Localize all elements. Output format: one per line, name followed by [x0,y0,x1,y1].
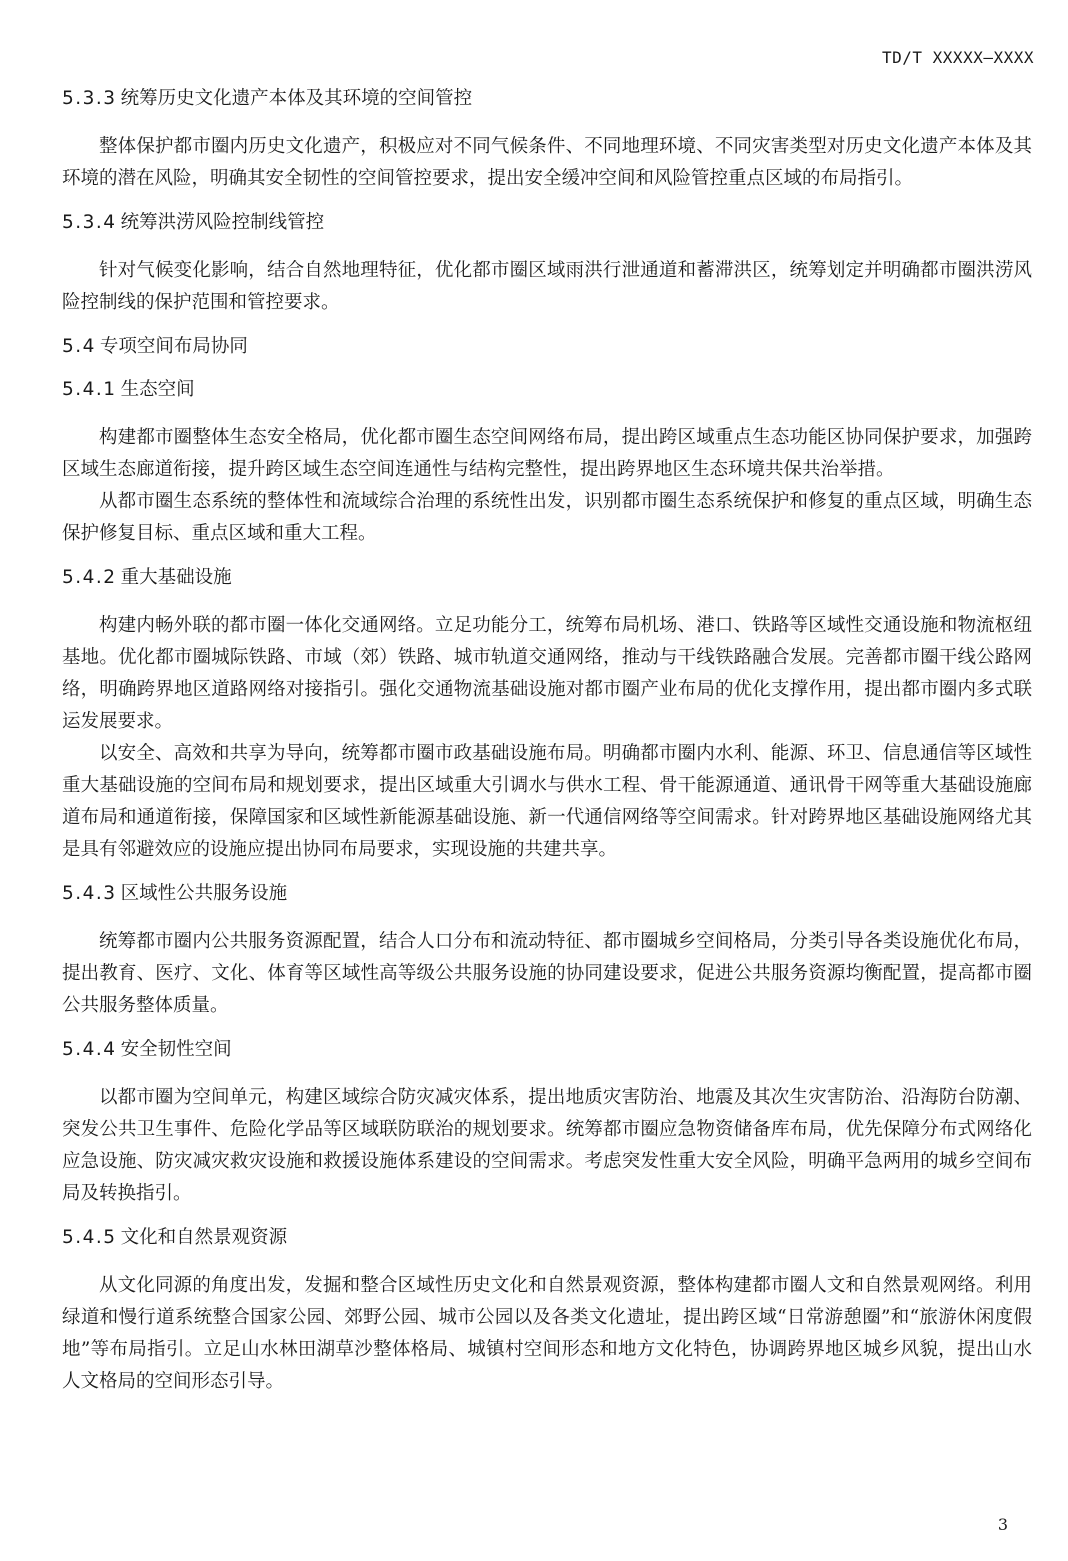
paragraph: 以安全、高效和共享为导向，统筹都市圈市政基础设施布局。明确都市圈内水利、能源、环卫、信息通信等区域性重大基础设施的空间布局和规划要求，提出区域重大引调水与供水工程、骨干能源通道、通讯骨干网等重大基础设施廊道布局和通道衔接，保障国家和区域性新能源基础设施、新一代通信网络等空间需求。针对跨界地区基础设施网络尤其是具有邻避效应的设施应提出协同布局要求，实现设施的共建共享。 [62,743,1032,860]
section-heading: 5.4 专项空间布局协同 [62,336,248,357]
section-heading: 5.4.3 区域性公共服务设施 [62,883,288,904]
paragraph: 统筹都市圈内公共服务资源配置，结合人口分布和流动特征、都市圈城乡空间格局，分类引导各类设施优化布局，提出教育、医疗、文化、体育等区域性高等级公共服务设施的协同建设要求，促进公共服务资源均衡配置，提高都市圈公共服务整体质量。 [62,931,1032,1016]
page-number: 3 [997,1515,1008,1534]
paragraph: 构建内畅外联的都市圈一体化交通网络。立足功能分工，统筹布局机场、港口、铁路等区域性交通设施和物流枢纽基地。优化都市圈城际铁路、市域（郊）铁路、城市轨道交通网络，推动与干线铁路融合发展。完善都市圈干线公路网络，明确跨界地区道路网络对接指引。强化交通物流基础设施对都市圈产业布局的优化支撑作用，提出都市圈内多式联运发展要求。 [62,615,1032,732]
section-heading: 5.3.4 统筹洪涝风险控制线管控 [62,212,325,233]
section-heading: 5.4.5 文化和自然景观资源 [62,1227,288,1248]
paragraph: 针对气候变化影响，结合自然地理特征，优化都市圈区域雨洪行泄通道和蓄滞洪区，统筹划定并明确都市圈洪涝风险控制线的保护范围和管控要求。 [62,260,1032,313]
paragraph: 构建都市圈整体生态安全格局，优化都市圈生态空间网络布局，提出跨区域重点生态功能区协同保护要求，加强跨区域生态廊道衔接，提升跨区域生态空间连通性与结构完整性，提出跨界地区生态环境共保共治举措。 [62,427,1032,480]
section-heading: 5.4.2 重大基础设施 [62,567,232,588]
paragraph: 从都市圈生态系统的整体性和流域综合治理的系统性出发，识别都市圈生态系统保护和修复的重点区域，明确生态保护修复目标、重点区域和重大工程。 [62,491,1032,544]
paragraph: 整体保护都市圈内历史文化遗产，积极应对不同气候条件、不同地理环境、不同灾害类型对历史文化遗产本体及其环境的潜在风险，明确其安全韧性的空间管控要求，提出安全缓冲空间和风险管控重点区域的布局指引。 [62,136,1032,189]
standard-code: TD/T XXXXX—XXXX [882,48,1034,67]
section-heading: 5.4.4 安全韧性空间 [62,1039,232,1060]
document-body [62,84,1032,1398]
section-heading: 5.3.3 统筹历史文化遗产本体及其环境的空间管控 [62,88,473,109]
paragraph: 以都市圈为空间单元，构建区域综合防灾减灾体系，提出地质灾害防治、地震及其次生灾害防治、沿海防台防潮、突发公共卫生事件、危险化学品等区域联防联治的规划要求。统筹都市圈应急物资储备库布局，优先保障分布式网络化应急设施、防灾减灾救灾设施和救援设施体系建设的空间需求。考虑突发性重大安全风险，明确平急两用的城乡空间布局及转换指引。 [62,1087,1032,1204]
paragraph: 从文化同源的角度出发，发掘和整合区域性历史文化和自然景观资源，整体构建都市圈人文和自然景观网络。利用绿道和慢行道系统整合国家公园、郊野公园、城市公园以及各类文化遗址，提出跨区域“日常游憩圈”和“旅游休闲度假地”等布局指引。立足山水林田湖草沙整体格局、城镇村空间形态和地方文化特色，协调跨界地区城乡风貌，提出山水人文格局的空间形态引导。 [62,1275,1032,1392]
section-heading: 5.4.1 生态空间 [62,379,195,400]
